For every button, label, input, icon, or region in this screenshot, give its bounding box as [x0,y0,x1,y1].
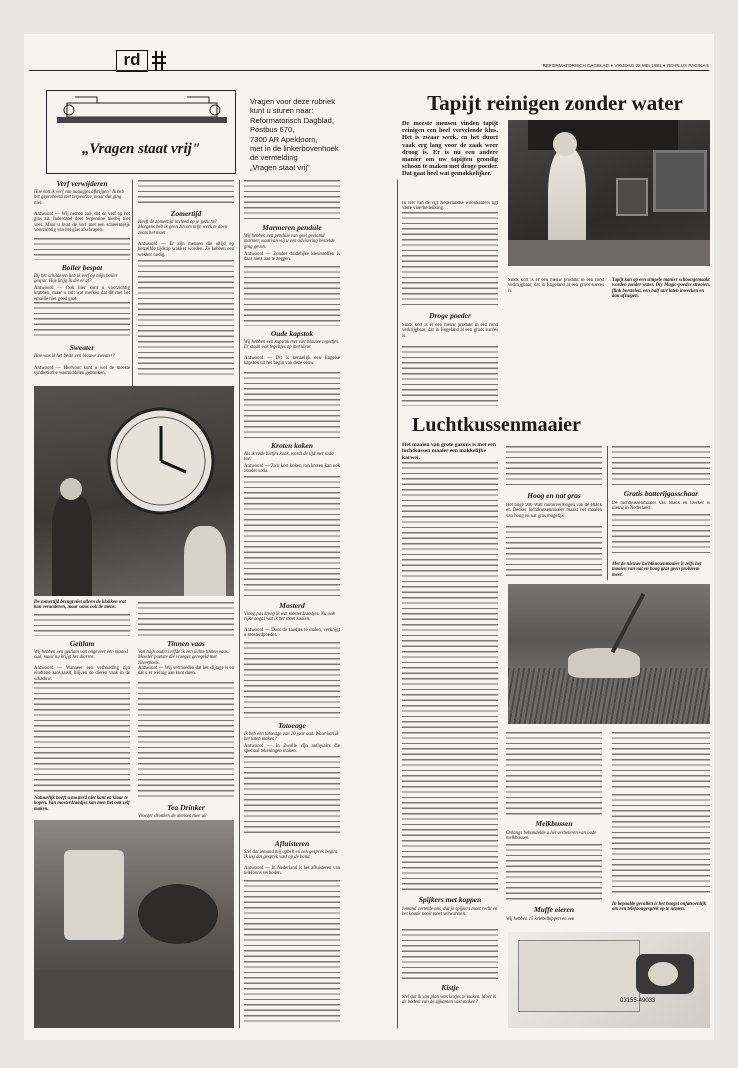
photo-mower [508,584,710,724]
boiler-answer: Antwoord — Ook hier kunt u voorzichtig krabben, maar u zult wat merken dat dit met het emaille niet goed gaat. [34,286,130,302]
head-geitlam: Geitlam [69,639,95,648]
address-line: kunt u sturen naar: [250,106,314,116]
head-spijkers: Spijkers met koppen [418,895,482,904]
melk-question: Onlangs behandelde u het verbeteren van oude melkbussen. [506,831,597,842]
verf-question: Hoe kan ik verf van naaagjes afkrijgen? Ik heb het geprobeerd met terpentine, maar dat ging niet. [34,190,125,206]
tinnen-question: Van mijn ouders erfde ik een lichte tinnen vaas. Moeder poetste die vroeger geregeld met zilverpoets. [138,650,229,666]
caption-vacuum: Tapijt kan op een simpele manier schoongemaakt worden zonder water. Dry Magic-poeder strooien, flink borstelen, een half uur laten inwerken en dan afzuigen. [612,278,710,300]
sweater-answer: Antwoord — Hiervoor kunt u wel de meeste synthetische wasmiddelen gebruiken. [34,366,130,377]
photo-mustard [34,820,234,1028]
tinnen-answer: Antwoord — Wij vermoeden dat het slijtage is en dat u er weinig aan kunt doen. [138,666,234,677]
mosterd-answer: Antwoord — Door de zaadjes te malen, verkrijgt u mosterdpoeder. [244,628,340,639]
masthead-page: RD-PLUS PAGINA 5 [666,63,709,68]
head-droge: Droge poeder [429,311,471,320]
address-line: met in de linkerbovenhoek [250,144,339,154]
mosterd-question: Vroeg pas kreeg ik wat mosterdzaadjes. Nu ook rijke nogal wat ik het moet zaaien. [244,612,335,623]
head-afluisteren: Afluisteren [274,839,310,848]
geitlam-question: Wij hebben een geitlam van ongeveer een maand oud, maar nu krijgt het diarree. [34,650,128,661]
droge-text: Sinds kort is er een nieuw produkt in een rond verkrijgbaar, dat in Engeland al een groot succes is. [402,323,498,339]
head-muffe: Muffe eieren [533,905,575,914]
head-verf: Verf verwijderen [56,179,108,188]
boiler-question: Bij het schilderen heb ik verf op mijn boiler gespat. Hoe krijg ik die er af? [34,274,118,285]
head-kistje: Kistje [441,983,459,992]
photo-telephone [508,932,710,1028]
tea-question: Vroeger dronken de mensen thee uit [138,814,207,819]
droge-caption-text: Sinds kort is er een nieuw produkt in een rond verkrijgbaar, dat in Engeland al een groot succes is. [508,278,604,294]
hash-icon [152,51,166,71]
clock-icon [106,406,216,516]
afluister-question: Stel dat iemand mij opbelt en een gesprek begint. Ik leg dat gesprek vast op de band. [244,850,339,861]
address-line: „Vragen staat vrij" [250,162,310,172]
caption-clock: De zomertijd brengt niet alleen de klokken wat kan veranderen, maar soms ook de mens. [34,600,126,611]
caption-mower: Met de nieuwe luchtkussenmaaier is zelfs het maaien van nat en hoog gras geen probleem meer. [612,562,702,578]
luchtkussen-title: Luchtkussenmaaier [412,414,581,436]
caption-mess: Natuurlijk hoeft u mosterd niet kant en klaar te kopen. Van mosterdzaadjes kan men het ook zelf maken. [34,796,130,812]
photo-carpet-woman [508,120,710,266]
vragen-address [250,97,390,172]
address-line: Postbus 670, [250,125,295,135]
oude-question: Wij hebben een kapstok met vier blauwe tegeltjes. Er staan ook tegeltjes op met kleur. [244,340,340,351]
oude-answer: Antwoord — Dit is kennelijk een Engelse kapstok uit het begin van deze eeuw. [244,356,340,367]
afluister-answer: Antwoord — In Nederland is het afluisteren van telefoons verboden. [244,866,340,877]
vragen-title: „Vragen staat vrij" [81,141,201,157]
photo-clock [34,386,234,596]
verf-answer: Antwoord — Wij nemen aan, dat de verf op het glas zit. Inderdaad doet terpentine hierbij niet veel. Maar u kunt de verf met een scheermesje voorzichtig van het glas afschrapen. [34,212,130,234]
head-boiler: Boiler bespat [61,263,103,272]
marmer-answer: Antwoord — Zonder duidelijke kleurstoffen is daar niets aan te zeggen. [244,252,340,263]
head-mosterd: Mosterd [279,601,305,610]
head-teadrinker: Tea Drinker [167,803,205,812]
sweater-question: Hoe was ik het beste een blauwe sweater? [34,354,115,359]
gratis-text: De luchtkussenmaaier van Black en Decker is nieuw in Nederland. [612,501,710,512]
head-tatoeage: Tatoeage [278,721,306,730]
muffe-question: Wij hebben 15 kriebelkippen en een [506,917,575,922]
head-gratis: Gratis batterijgasschaar [623,489,699,498]
spijker-question: Iemand vertelde ons, dat je spijkers moet recht en het koude nooit moet verwarmen. [402,907,498,918]
address-line: de vermelding [250,153,298,163]
masthead-date: VRIJDAG 22 MEI 1981 [614,63,662,68]
main-body-start: In vier van de vijf Nederlandse woonkamers ligt vaste vloerbedekking. [402,201,498,211]
phone-number: 03155-49033 [620,998,656,1004]
rd-logo: rd [116,50,148,72]
head-melkbussen: Melkbussen [535,819,573,828]
kroten-question: Als ik rode bietjes kook, wordt de tijd met soda toe. [244,452,334,463]
head-hoog: Hoog en nat gras [527,491,581,500]
tatoeage-answer: Antwoord — In Zwolle zijn antiquairs die speciaal tekeningen maken. [244,744,340,755]
address-line: 7300 AR Apeldoorn, [250,134,318,144]
luchtkussen-text: Het hoge 900 Watt motorvermogen van de Black en Decker luchtkussenmaaier maakt het maaien van hoog en nat gras mogelijk. [506,503,602,519]
masthead-paper: REFORMATORISCH DAGBLAD [542,63,610,68]
main-lead: De meeste mensen vinden tapijt reinigen een heel vervelende klus. Het is zwaar werk, en het duurt vaak erg lang voor de zaak weer droog is. Er is nu een andere manier om uw tapijten grondig schoon te maken met droge poeder. Dat gaat heel wat gemakkelijker. [402,120,498,178]
vragen-banner [46,90,236,174]
address-line: Reformatorisch Dagblad, [250,115,334,125]
luchtkussen-lead: Het maaien van grote gazons is met een luchtkussen maaier een makkelijke karwei. [402,442,496,461]
head-tinnen: Tinnen vaas [167,639,205,648]
kroten-answer: Antwoord — Zo'n kort koken van kroten kan ook zonder soda. [244,464,340,475]
head-kroten: Kroten koken [271,441,313,450]
marmer-question: Wij hebben een pendule van geel gevlamd marmer, waarvan wij u een advisering bestelde ging geven. [244,234,335,250]
typewriter-icon [57,95,227,133]
head-sweater: Sweater [69,343,95,352]
tatoeage-question: Ik heb een tatoeage van 20 jaar oud. Waar kan ik het laten maken? [244,732,339,743]
address-line: Vragen voor deze rubriek [250,97,335,106]
newspaper-page [24,34,714,1040]
geitlam-answer: Antwoord — Wanneer een verhouding zijn eindtone aanvaardt, blijven de dieren vaak in de schaduw. [34,666,130,682]
main-title: Tapijt reinigen zonder water [427,91,683,115]
kistje-question: Stel dat ik van plan was kistjes te maken. Moet ik de bodem van de zijkanten vast maken? [402,995,497,1006]
zomer-answer: Antwoord — Er zijn mensen die altijd op hetzelfde tijdstip wakker worden. Ze hebben een wekker nodig. [138,242,234,258]
head-zomertijd: Zomertijd [170,209,202,218]
masthead: REFORMATORISCH DAGBLAD ● VRIJDAG 22 MEI 1981 ● RD-PLUS PAGINA 5 [542,63,709,68]
head-oude: Oude kapstok [270,329,314,338]
caption-phone: In bepaalde gevallen is het hoogst onfatsoenlijk om een telefoongesprek op te nemen. [612,902,707,913]
zomer-question: Heeft de zomertijd invloed op je gezicht? Morgens heb ik geen zin om mijn werk te doen zoals het moet. [138,220,228,236]
head-marmeren: Marmeren pendule [262,223,322,232]
